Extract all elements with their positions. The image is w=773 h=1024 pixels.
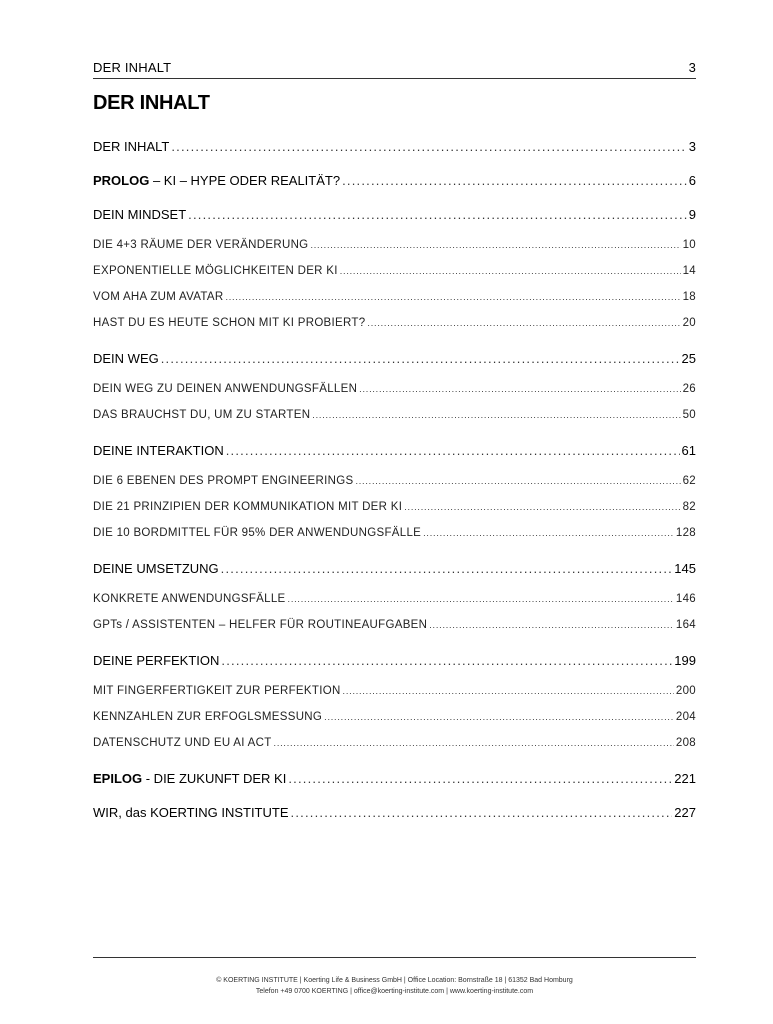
toc-entry-lead: DAS BRAUCHST DU, UM ZU STARTEN xyxy=(93,409,311,421)
toc-entry-lead: DEINE UMSETZUNG xyxy=(93,561,219,576)
toc-entry[interactable] xyxy=(93,440,696,462)
toc-dot-leader xyxy=(291,802,673,824)
toc-dot-leader xyxy=(404,494,680,520)
toc-entry[interactable] xyxy=(93,650,696,672)
running-header-title: DER INHALT xyxy=(93,60,172,75)
toc-entry-label xyxy=(93,586,286,612)
toc-dot-leader xyxy=(367,310,680,336)
toc-entry-page: 145 xyxy=(674,561,696,576)
page-title: DER INHALT xyxy=(93,92,210,114)
toc-entry-lead: EPILOG xyxy=(93,771,143,786)
toc-entry-page: 3 xyxy=(688,139,696,154)
running-header-page-number: 3 xyxy=(688,60,696,75)
toc-dot-leader xyxy=(429,612,674,638)
toc-dot-leader xyxy=(288,768,672,790)
toc-entry-label xyxy=(93,284,223,310)
toc-entry[interactable] xyxy=(93,310,696,336)
toc-entry-label xyxy=(93,730,272,756)
toc-entry-lead: HAST DU ES HEUTE SCHON MIT KI PROBIERT? xyxy=(93,317,366,329)
toc-entry-page: 208 xyxy=(675,737,696,749)
running-header xyxy=(93,60,696,79)
toc-entry-label xyxy=(93,558,219,580)
toc-entry-lead: DIE 21 PRINZIPIEN DER KOMMUNIKATION MIT DER KI xyxy=(93,501,403,513)
toc-dot-leader xyxy=(288,586,674,612)
footer-line-1: © KOERTING INSTITUTE | Koerting Life & Business GmbH | Office Location: Bornstraße 18 | 61352 Bad Homburg xyxy=(216,977,573,984)
toc-entry-label xyxy=(93,802,289,824)
toc-entry[interactable] xyxy=(93,494,696,520)
toc-entry-lead: DEIN WEG xyxy=(93,351,159,366)
toc-entry-lead: DIE 10 BORDMITTEL FÜR 95% DER ANWENDUNGSFÄLLE xyxy=(93,527,422,539)
toc-dot-leader xyxy=(423,520,674,546)
toc-entry-label xyxy=(93,204,186,226)
toc-entry[interactable] xyxy=(93,612,696,638)
toc-entry[interactable] xyxy=(93,802,696,824)
toc-entry-page: 6 xyxy=(688,173,696,188)
toc-entry-rest: - DIE ZUKUNFT DER KI xyxy=(142,771,287,786)
toc-entry-page: 204 xyxy=(675,711,696,723)
toc-entry-page: 82 xyxy=(682,501,696,513)
toc-entry-page: 61 xyxy=(681,443,696,458)
toc-entry-lead: EXPONENTIELLE MÖGLICHKEITEN DER KI xyxy=(93,265,338,277)
toc-entry-page: 25 xyxy=(681,351,696,366)
toc-entry-lead: WIR, das KOERTING INSTITUTE xyxy=(93,805,289,820)
toc-dot-leader xyxy=(188,204,687,226)
toc-entry[interactable] xyxy=(93,136,696,158)
toc-dot-leader xyxy=(225,284,680,310)
toc-entry[interactable] xyxy=(93,376,696,402)
toc-entry-page: 62 xyxy=(682,475,696,487)
toc-dot-leader xyxy=(221,650,672,672)
toc-entry-lead: DEINE PERFEKTION xyxy=(93,653,220,668)
toc-entry-lead: DEIN MINDSET xyxy=(93,207,187,222)
toc-entry-lead: DATENSCHUTZ UND EU AI ACT xyxy=(93,737,272,749)
toc-entry-lead: DIE 4+3 RÄUME DER VERÄNDERUNG xyxy=(93,239,309,251)
toc-entry-rest: – KI – HYPE ODER REALITÄT? xyxy=(149,173,341,188)
toc-entry-page: 26 xyxy=(682,383,696,395)
footer-line-2: Telefon +49 0700 KOERTING | office@koerting-institute.com | www.koerting-institute.com xyxy=(255,988,534,995)
footer xyxy=(93,975,696,997)
toc-entry-label xyxy=(93,232,308,258)
toc-dot-leader xyxy=(274,730,674,756)
toc-entry-page: 18 xyxy=(682,291,696,303)
toc-entry[interactable] xyxy=(93,284,696,310)
toc-dot-leader xyxy=(310,232,680,258)
toc-entry-page: 200 xyxy=(675,685,696,697)
toc-entry-label xyxy=(93,704,322,730)
toc-entry[interactable] xyxy=(93,520,696,546)
toc-entry-lead: MIT FINGERFERTIGKEIT ZUR PERFEKTION xyxy=(93,685,341,697)
toc-dot-leader xyxy=(342,170,687,192)
toc-entry-label xyxy=(93,494,402,520)
footer-divider xyxy=(93,957,696,958)
toc-entry-lead: DER INHALT xyxy=(93,139,170,154)
toc-dot-leader xyxy=(221,558,673,580)
toc-dot-leader xyxy=(324,704,674,730)
toc-entry-label xyxy=(93,650,219,672)
toc-entry-page: 199 xyxy=(674,653,696,668)
toc-entry[interactable] xyxy=(93,678,696,704)
toc-entry-label xyxy=(93,468,353,494)
toc-entry[interactable] xyxy=(93,170,696,192)
toc-entry-lead: KONKRETE ANWENDUNGSFÄLLE xyxy=(93,593,286,605)
toc-entry[interactable] xyxy=(93,586,696,612)
toc-entry-lead: DIE 6 EBENEN DES PROMPT ENGINEERINGS xyxy=(93,475,354,487)
toc-entry[interactable] xyxy=(93,258,696,284)
toc-entry[interactable] xyxy=(93,348,696,370)
toc-dot-leader xyxy=(171,136,686,158)
toc-entry-page: 128 xyxy=(675,527,696,539)
toc-entry[interactable] xyxy=(93,402,696,428)
toc-dot-leader xyxy=(226,440,680,462)
toc-entry-page: 164 xyxy=(675,619,696,631)
toc-dot-leader xyxy=(340,258,681,284)
toc-entry-label xyxy=(93,768,286,790)
toc-entry-page: 10 xyxy=(682,239,696,251)
toc-entry[interactable] xyxy=(93,768,696,790)
toc-entry-label xyxy=(93,678,341,704)
toc-entry-label xyxy=(93,612,427,638)
toc-dot-leader xyxy=(355,468,680,494)
toc-entry-lead: VOM AHA ZUM AVATAR xyxy=(93,291,224,303)
toc-dot-leader xyxy=(312,402,680,428)
toc-entry-label xyxy=(93,170,340,192)
toc-entry-page: 50 xyxy=(682,409,696,421)
toc-entry-label xyxy=(93,310,365,336)
toc-entry-lead: DEIN WEG ZU DEINEN ANWENDUNGSFÄLLEN xyxy=(93,383,358,395)
toc-entry-page: 14 xyxy=(682,265,696,277)
toc-dot-leader xyxy=(359,376,680,402)
toc-entry[interactable] xyxy=(93,704,696,730)
toc-entry-label xyxy=(93,402,310,428)
toc-entry-page: 221 xyxy=(674,771,696,786)
toc-entry-lead: PROLOG xyxy=(93,173,150,188)
toc-entry-label xyxy=(93,136,169,158)
toc-dot-leader xyxy=(343,678,674,704)
toc-entry-label xyxy=(93,376,357,402)
toc-entry[interactable] xyxy=(93,558,696,580)
toc-dot-leader xyxy=(161,348,680,370)
toc-entry-label xyxy=(93,258,338,284)
toc-entry-page: 20 xyxy=(682,317,696,329)
toc-entry-lead: DEINE INTERAKTION xyxy=(93,443,224,458)
toc-entry[interactable] xyxy=(93,204,696,226)
toc-entry[interactable] xyxy=(93,468,696,494)
toc-entry[interactable] xyxy=(93,232,696,258)
toc-entry[interactable] xyxy=(93,730,696,756)
toc-entry-lead: KENNZAHLEN ZUR ERFOGLSMESSUNG xyxy=(93,711,323,723)
toc-entry-label xyxy=(93,440,224,462)
toc-entry-page: 9 xyxy=(688,207,696,222)
toc-entry-page: 146 xyxy=(675,593,696,605)
toc-entry-label xyxy=(93,520,421,546)
table-of-contents xyxy=(93,136,696,824)
toc-entry-label xyxy=(93,348,159,370)
toc-entry-lead: GPTs / ASSISTENTEN – HELFER FÜR ROUTINEAUFGABEN xyxy=(93,619,428,631)
toc-entry-page: 227 xyxy=(674,805,696,820)
